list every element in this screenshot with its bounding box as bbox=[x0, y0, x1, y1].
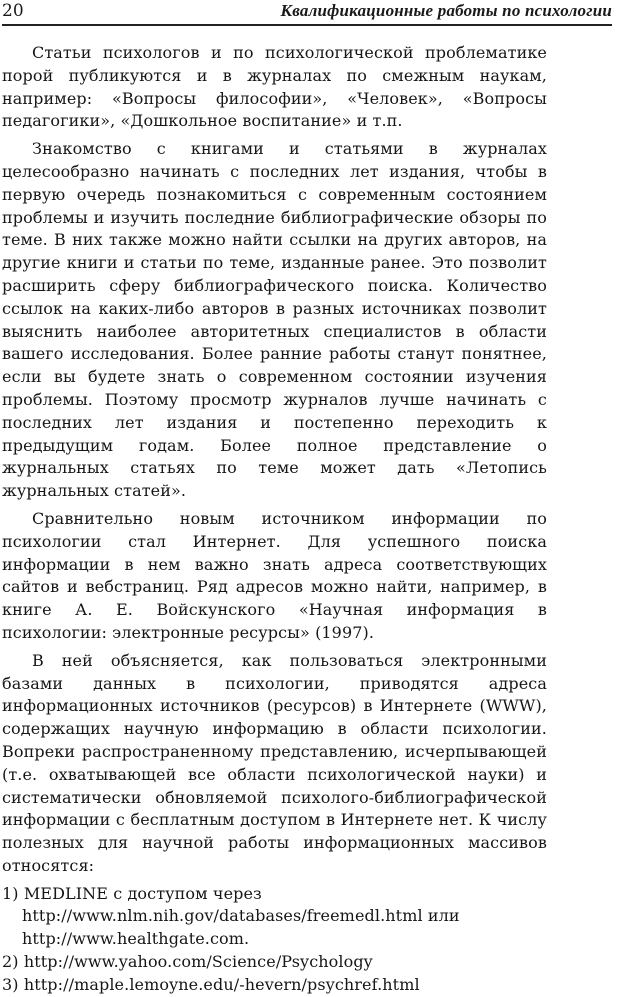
resource-list bbox=[2, 883, 547, 997]
paragraph-reading-order: Знакомство с книгами и статьями в журналах целесообразно начинать с последних лет издания, чтобы в первую очередь познакомиться с современным состоянием проблемы и изучить последние библиографические обзоры по теме. В них также можно найти ссылки на других авторов, на другие книги и статьи по теме, изданные ранее. Это позволит расширить сферу библиографического поиска. Количество ссылок на каких-либо авторов в разных источниках позволит выяснить наиболее авторитетных специалистов в области вашего исследования. Более ранние работы станут понятнее, если вы будете знать о современном состоянии изучения проблемы. Поэтому просмотр журналов лучше начинать с последних лет издания и постепенно переходить к предыдущим годам. Более полное представление о журнальных статьях по теме может дать «Летопись журнальных статей». bbox=[2, 139, 547, 501]
list-item bbox=[2, 951, 547, 974]
paragraph-databases: В ней объясняется, как пользоваться электронными базами данных в психологии, приводятся адреса информационных источников (ресурсов) в Интернете (WWW), содержащих научную информацию в области психологии. Вопреки распространенному представлению, исчерпывающей (т.е. охватывающей все области психологической науки) и систематически обновляемой психолого-библиографической информации с бесплатным доступом в Интернете нет. К числу полезных для научной работы информационных массивов относятся: bbox=[2, 650, 547, 875]
paragraph-internet: Сравнительно новым источником информации по психологии стал Интернет. Для успешного поиска информации в нем важно знать адреса соответствующих сайтов и вебстраниц. Ряд адресов можно найти, например, в книге А. Е. Войскунского «Научная информация в психологии: электронные ресурсы» (1997). bbox=[2, 508, 547, 642]
list-item-text: http://www.yahoo.com/Science/Psychology bbox=[23, 952, 373, 972]
list-item-text: http://maple.lemoyne.edu/-hevern/psychref.html bbox=[23, 974, 420, 994]
list-item-number: 1) bbox=[2, 883, 19, 903]
header-rule bbox=[2, 24, 612, 26]
page-number: 20 bbox=[2, 1, 24, 21]
running-title: Квалификационные работы по психологии bbox=[280, 1, 612, 20]
body-text bbox=[2, 42, 547, 997]
page-header bbox=[0, 0, 620, 30]
paragraph-journals: Статьи психологов и по психологической проблематике порой публикуются и в журналах по смежным наукам, например: «Вопросы философии», «Человек», «Вопросы педагогики», «Дошкольное воспитание» и т.п. bbox=[2, 43, 547, 131]
list-item bbox=[2, 974, 547, 997]
list-item-text: MEDLINE с доступом через http://www.nlm.nih.gov/databases/freemedl.html или http://www.healthgate.com. bbox=[22, 883, 460, 949]
list-item bbox=[2, 883, 547, 951]
list-item-number: 3) bbox=[2, 974, 19, 994]
list-item-number: 2) bbox=[2, 952, 19, 972]
